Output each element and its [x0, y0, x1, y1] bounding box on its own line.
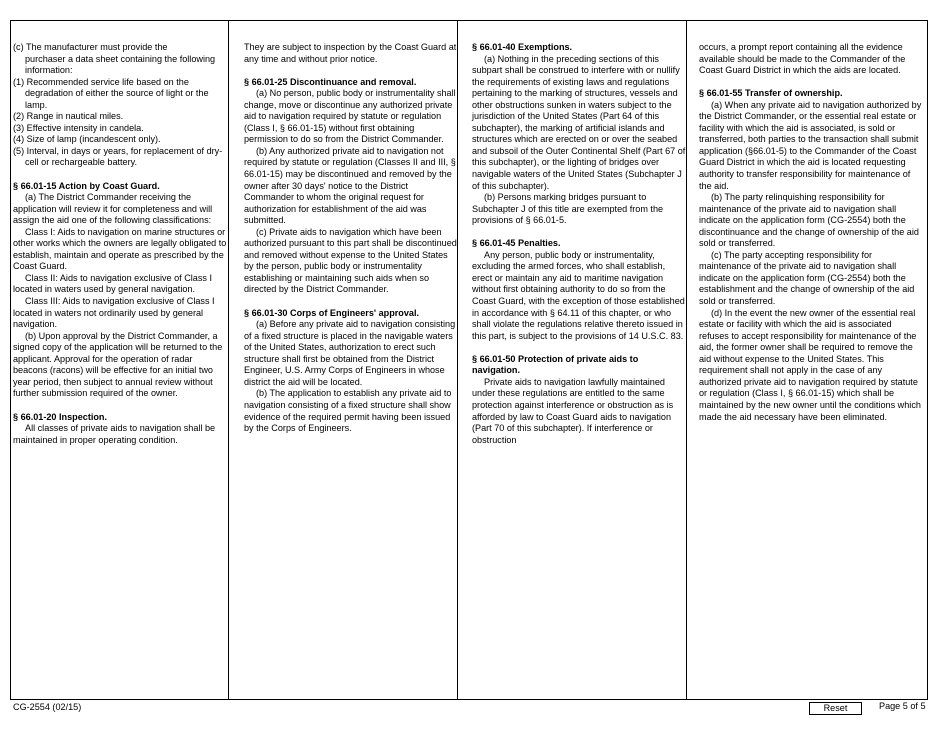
- list-item: (4) Size of lamp (incandescent only).: [13, 134, 161, 145]
- paragraph: (c) Private aids to navigation which have been authorized pursuant to this part shall be discontinued and removed without expense to the United States by the person, public body or instrumentality establishing or maintaining such aids when so directed by the District Commander.: [244, 226, 457, 295]
- page-number: Page 5 of 5: [879, 701, 926, 711]
- paragraph: Class I: Aids to navigation on marine structures or other works which the owners are legally obligated to establish, maintain and operate as prescribed by the Coast Guard.: [13, 226, 227, 272]
- section-heading: § 66.01-25 Discontinuance and removal.: [244, 76, 417, 87]
- paragraph: (a) When any private aid to navigation authorized by the District Commander, or the essential real estate or facility with which the aid is associated, is sold or transferred, both parties to the transaction shall submit application (§66.01-5) to the Commander of the Coast Guard District in which the aid is located requesting authority to transfer responsibility for maintenance of the aid.: [699, 99, 922, 191]
- text-column-2: [228, 21, 457, 699]
- reset-button[interactable]: Reset: [809, 702, 862, 715]
- section-heading: § 66.01-30 Corps of Engineers' approval.: [244, 307, 420, 318]
- text-column-4: [686, 21, 929, 699]
- section-heading: § 66.01-20 Inspection.: [13, 411, 108, 422]
- document-frame: [10, 20, 928, 700]
- paragraph: Class II: Aids to navigation exclusive of Class I located in waters used by general navigation.: [13, 272, 213, 295]
- paragraph: (b) Persons marking bridges pursuant to Subchapter J of this title are exempted from the provisions of § 66.01-5.: [472, 192, 664, 226]
- paragraph: Any person, public body or instrumentality, excluding the armed forces, who shall establish, erect or maintain any aid to maritime navigation without first obtaining authority to do so from the Coast Guard, with the exception of those established in accordance with § 64.11 of this chapter, or who shall violate the regulations relative thereto issued in this part, is subject to the provisions of 14 U.S.C. 83.: [472, 249, 685, 341]
- section-heading: § 66.01-40 Exemptions.: [472, 42, 573, 52]
- paragraph: (b) Any authorized private aid to navigation not required by statute or regulation (Classes II and III, § 66.01-15) may be discontinued and removed by the owner after 30 days' notice to the District Commander to whom the original request for authorization for establishment of the aid was submitted.: [244, 145, 456, 226]
- paragraph: (a) No person, public body or instrumentality shall change, move or discontinue any authorized private aid to navigation required by statute or regulation (Class I, § 66.01-15) without first obtaining permission to do so from the District Commander.: [244, 88, 456, 145]
- section-heading: § 66.01-50 Protection of private aids to navigation.: [472, 353, 639, 376]
- list-item: (1) Recommended service life based on the degradation of either the source of light or the lamp.: [13, 76, 209, 110]
- text-column-3: [457, 21, 686, 699]
- list-item: (5) Interval, in days or years, for replacement of dry-cell or rechargeable battery.: [13, 145, 223, 168]
- paragraph: Private aids to navigation lawfully maintained under these regulations are entitled to the same protection against interference or obstruction as is afforded by law to Coast Guard aids to navigation (Part 70 of this subchapter). If interference or obstruction: [472, 376, 674, 445]
- paragraph: All classes of private aids to navigation shall be maintained in proper operating condition.: [13, 423, 216, 445]
- section-heading: § 66.01-55 Transfer of ownership.: [699, 88, 843, 99]
- paragraph: (b) The party relinquishing responsibility for maintenance of the private aid to navigation shall indicate on the application form (CG-2554) both the discontinuance and the change of ownership of the aid sold or transferred.: [699, 192, 919, 249]
- list-item: (3) Effective intensity in candela.: [13, 122, 144, 133]
- paragraph: (d) In the event the new owner of the essential real estate or facility with which the aid is associated refuses to accept responsibility for maintenance of the aid, the former owner shall be required to remove the aid without expense to the United States. This requirement shall not apply in the case of any authorized private aid to navigation required by statute or regulation (Class I, § 66.01-15) which shall be maintained by the new owner until the conditions which made the aid necessary have been eliminated.: [699, 307, 921, 422]
- paragraph: purchaser a data sheet containing the following information:: [25, 53, 216, 76]
- text-column-1: [11, 21, 228, 699]
- paragraph: They are subject to inspection by the Coast Guard at any time and without prior notice.: [244, 42, 457, 64]
- list-item: (2) Range in nautical miles.: [13, 111, 124, 122]
- paragraph: (c) The manufacturer must provide the: [13, 42, 168, 52]
- paragraph: Class III: Aids to navigation exclusive of Class I located in waters not ordinarily used by general navigation.: [13, 296, 215, 330]
- form-identifier: CG-2554 (02/15): [13, 702, 82, 712]
- paragraph: (b) The application to establish any private aid to navigation consisting of a fixed structure shall show evidence of the required permit having been issued by the Corps of Engineers.: [244, 388, 452, 434]
- paragraph: (a) The District Commander receiving the application will review it for completeness and will assign the aid one of the following classifications:: [13, 192, 213, 226]
- paragraph: (a) Before any private aid to navigation consisting of a fixed structure is placed in the navigable waters of the United States, authorization to erect such structure shall first be obtained from the District Engineer, U.S. Army Corps of Engineers in whose district the aid will be located.: [244, 319, 456, 387]
- paragraph: occurs, a prompt report containing all the evidence available should be made to the Commander of the Coast Guard District in which the aids are located.: [699, 42, 906, 76]
- section-heading: § 66.01-15 Action by Coast Guard.: [13, 180, 160, 191]
- section-heading: § 66.01-45 Penalties.: [472, 238, 561, 249]
- paragraph: (c) The party accepting responsibility for maintenance of the private aid to navigation shall indicate on the application form (CG-2554) both the establishment and the change of ownership of the aid sold or transferred.: [699, 249, 915, 307]
- paragraph: (b) Upon approval by the District Commander, a signed copy of the application will be returned to the applicant. Approval for the operation of radar beacons (racons) will be effective for an initial two year period, then subject to annual review without further submission required of the owner.: [13, 330, 223, 399]
- paragraph: (a) Nothing in the preceding sections of this subpart shall be construed to interfere with or nullify the requirements of existing laws and regulations pertaining to the marking of structures, vessels and other obstructions sunken in waters subject to the jurisdiction of the United States (Part 64 of this subchapter), the marking of artificial islands and structures which are erected on or over the seabed and subsoil of the Outer Continental Shelf (Part 67 of this subchapter), or the lighting of bridges over navigable waters of the United States (Subchapter J of this subchapter).: [472, 53, 686, 191]
